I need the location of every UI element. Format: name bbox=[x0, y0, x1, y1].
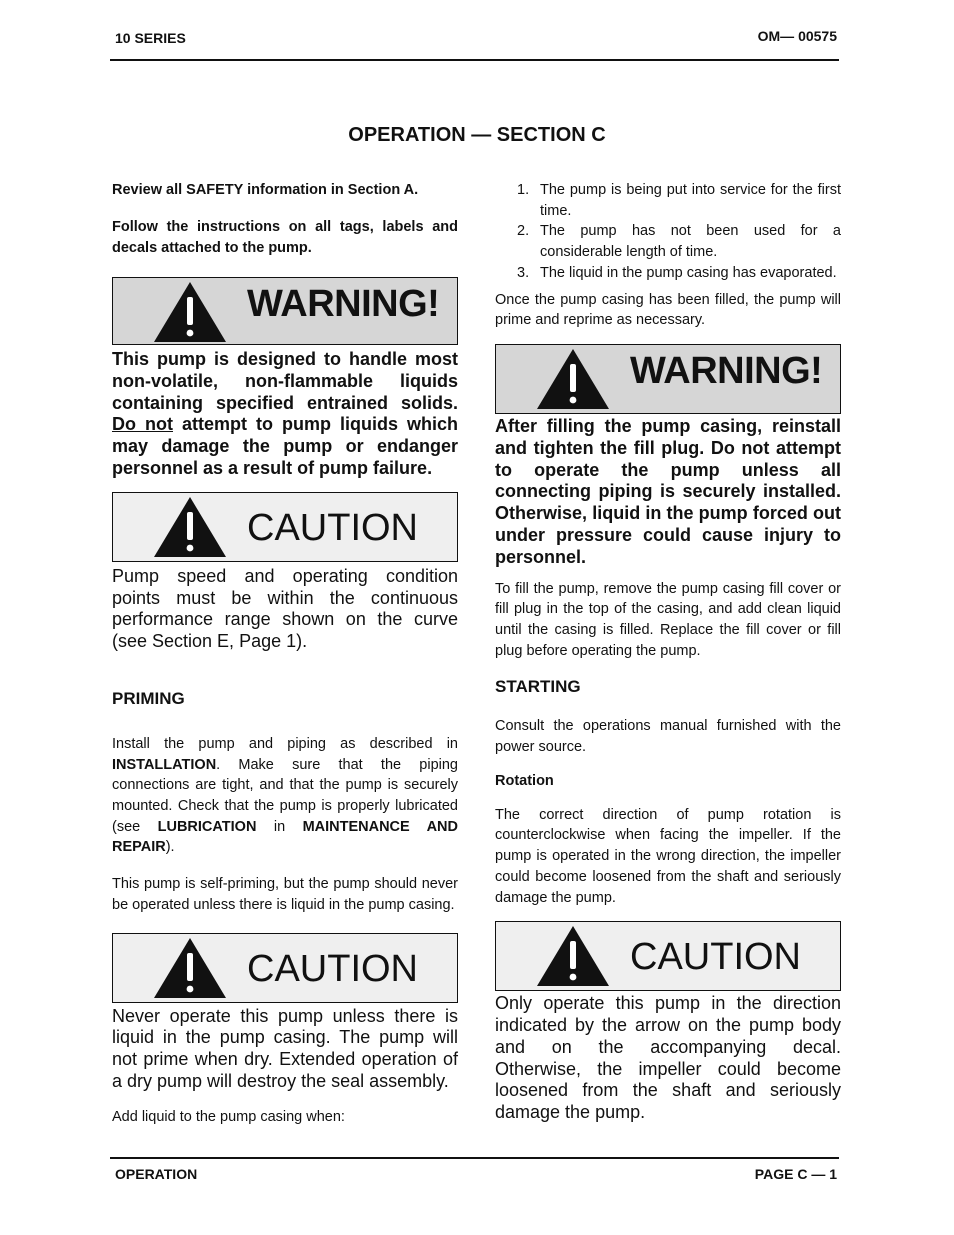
caution-1-text: Pump speed and operating condition points must be within the continuous performance range shown on the curve (see Section E, Page 1). bbox=[112, 565, 458, 652]
warning-triangle-icon bbox=[536, 348, 610, 410]
priming-paragraph-1: Install the pump and piping as described in INSTALLATION. Make sure that the piping connections are tight, and that the pump is securely mounted. Check that the pump is properly lubricated (see LUBRICATION in MAINTENANCE AND REPAIR). bbox=[112, 735, 458, 856]
warning-box-2 bbox=[495, 344, 841, 414]
header-rule bbox=[110, 59, 839, 61]
once-filled-text: Once the pump casing has been filled, the pump will prime and reprime as necessary. bbox=[495, 291, 841, 329]
header-doc-id: OM— 00575 bbox=[757, 28, 837, 44]
starting-heading: STARTING bbox=[495, 677, 581, 697]
warning-triangle-icon bbox=[153, 281, 227, 343]
caution-box-3 bbox=[495, 921, 841, 991]
caution-label: CAUTION bbox=[247, 947, 418, 990]
priming-paragraph-2: This pump is self-priming, but the pump should never be operated unless there is liquid in the pump casing. bbox=[112, 876, 458, 913]
caution-triangle-icon bbox=[153, 496, 227, 558]
warning-2-text: After filling the pump casing, reinstall and tighten the fill plug. Do not attempt to operate the pump unless all connecting piping is securely installed. Otherwise, liquid in the pump forced out under pressure could cause injury to personnel. bbox=[495, 415, 841, 567]
rotation-text: The correct direction of pump rotation is counterclockwise when facing the impeller. If the pump is operated in the wrong direction, the impeller could become loosened from the shaft and seriously damage the pump. bbox=[495, 806, 841, 906]
list-item: 2. The pump has not been used for a considerable length of time. bbox=[517, 223, 841, 261]
list-item: 1. The pump is being put into service for the first time. bbox=[517, 182, 841, 219]
left-column bbox=[112, 180, 458, 1127]
header-series: 10 SERIES bbox=[115, 30, 186, 46]
caution-label: CAUTION bbox=[630, 936, 801, 979]
caution-label: CAUTION bbox=[247, 506, 418, 549]
footer-page-number: PAGE C — 1 bbox=[754, 1166, 837, 1182]
warning-label: WARNING! bbox=[247, 283, 440, 325]
rotation-heading: Rotation bbox=[495, 772, 554, 789]
warning-1-text: This pump is designed to handle most non-volatile, non-flammable liquids containing specified entrained solids. Do not attempt to pump liquids which may damage the pump or endanger personnel as a result of pump failure. bbox=[112, 349, 458, 478]
caution-box-2 bbox=[112, 933, 458, 1003]
warning-label: WARNING! bbox=[630, 349, 823, 392]
follow-instructions-text: Follow the instructions on all tags, labels and decals attached to the pump. bbox=[112, 219, 458, 256]
review-safety-text: Review all SAFETY information in Section A. bbox=[112, 182, 419, 198]
starting-text: Consult the operations manual furnished with the power source. bbox=[495, 718, 841, 756]
caution-triangle-icon bbox=[153, 937, 227, 999]
caution-triangle-icon bbox=[536, 925, 610, 987]
warning-box-1 bbox=[112, 277, 458, 345]
list-item: 3. The liquid in the pump casing has evaporated. bbox=[517, 264, 837, 281]
caution-box-1 bbox=[112, 492, 458, 562]
priming-heading: PRIMING bbox=[112, 688, 185, 708]
add-liquid-text: Add liquid to the pump casing when: bbox=[112, 1108, 345, 1125]
footer-section: OPERATION bbox=[115, 1166, 198, 1182]
caution-2-text: Never operate this pump unless there is liquid in the pump casing. The pump will not prime when dry. Extended operation of a dry pump will destroy the seal assembly. bbox=[112, 1005, 458, 1091]
right-column bbox=[495, 180, 841, 1124]
caution-3-text: Only operate this pump in the direction indicated by the arrow on the pump body and on the accompanying decal. Otherwise, the impeller could become loosened from the shaft and seriously damage the pump. bbox=[495, 993, 841, 1123]
page-title: OPERATION — SECTION C bbox=[348, 124, 606, 146]
footer-rule bbox=[110, 1157, 839, 1159]
add-liquid-list bbox=[495, 180, 841, 284]
fill-pump-text: To fill the pump, remove the pump casing fill cover or fill plug in the top of the casing, and add clean liquid until the casing is filled. Replace the fill cover or fill plug before operating the pump. bbox=[495, 580, 841, 659]
